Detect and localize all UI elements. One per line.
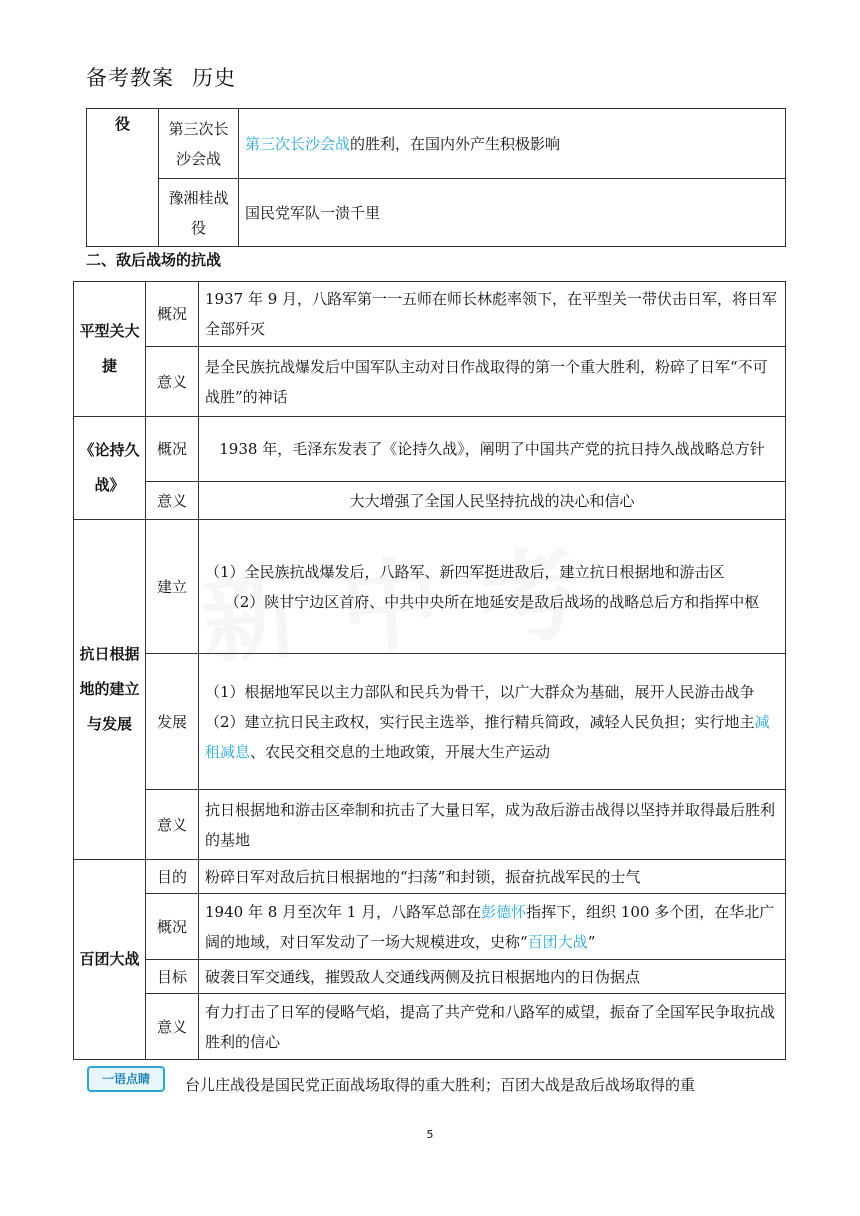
label-target: 目标 [146, 960, 199, 994]
row-label: 豫湘桂战役 [159, 179, 239, 247]
link-term[interactable]: 彭德怀 [481, 902, 527, 921]
label-meaning: 意义 [146, 482, 199, 520]
row-label: 第三次长沙会战 [159, 109, 239, 179]
label-overview: 概况 [146, 894, 199, 960]
label-develop: 发展 [146, 654, 199, 790]
cell-meaning: 有力打击了日军的侵略气焰，提高了共产党和八路军的威望，振奋了全国军民争取抗战胜利的信心 [199, 994, 786, 1060]
cell-meaning: 抗日根据地和游击区牵制和抗击了大量日军，成为敌后游击战得以坚持并取得最后胜利的基地 [199, 790, 786, 860]
cell-purpose: 粉碎日军对敌后抗日根据地的“扫荡”和封锁，振奋抗战军民的士气 [199, 860, 786, 894]
link-term[interactable]: 第三次长沙会战 [245, 134, 351, 153]
note-badge: 一语点睛 [87, 1066, 165, 1092]
table-continued [86, 108, 786, 247]
establish-item-2: （2）陕甘宁边区首府、中共中央所在地延安是敌后战场的战略总后方和指挥中枢 [224, 592, 760, 611]
row-content: 国民党军队一溃千里 [239, 179, 786, 247]
row-content: 第三次长沙会战的胜利，在国内外产生积极影响 [239, 109, 786, 179]
cell-overview: 1937 年 9 月，八路军第一一五师在师长林彪率领下，在平型关一带伏击日军，将日军全部歼灭 [199, 282, 786, 347]
category-baituan: 百团大战 [74, 860, 146, 1060]
cell-target: 破袭日军交通线，摧毁敌人交通线两侧及抗日根据地内的日伪据点 [199, 960, 786, 994]
link-term[interactable]: 减租减息 [205, 712, 770, 761]
section-title: 二、敌后战场的抗战 [86, 251, 222, 269]
category-lunchijiuzhan: 《论持久战》 [74, 417, 146, 520]
cell-overview: 1938 年，毛泽东发表了《论持久战》，阐明了中国共产党的抗日持久战战略总方针 [199, 417, 786, 482]
page-header [86, 62, 236, 92]
label-purpose: 目的 [146, 860, 199, 894]
cell-meaning: 是全民族抗战爆发后中国军队主动对日作战取得的第一个重大胜利，粉碎了日军“不可战胜”的神话 [199, 347, 786, 417]
cell-establish [199, 520, 786, 654]
label-overview: 概况 [146, 417, 199, 482]
category-base: 抗日根据地的建立与发展 [74, 520, 146, 860]
label-establish: 建立 [146, 520, 199, 654]
establish-item-1: （1）全民族抗战爆发后，八路军、新四军挺进敌后，建立抗日根据地和游击区 [205, 562, 725, 581]
link-term[interactable]: 百团大战 [527, 932, 588, 951]
develop-item-2: （2）建立抗日民主政权，实行民主选举，推行精兵简政，减轻人民负担；实行地主减租减息、农民交租交息的土地政策，开展大生产运动 [205, 712, 770, 761]
label-meaning: 意义 [146, 347, 199, 417]
category-pingxingguan: 平型关大捷 [74, 282, 146, 417]
label-meaning: 意义 [146, 790, 199, 860]
page-number: 5 [426, 1128, 434, 1141]
note-text: 台儿庄战役是国民党正面战场取得的重大胜利；百团大战是敌后战场取得的重 [185, 1076, 696, 1094]
cell-overview: 1940 年 8 月至次年 1 月，八路军总部在彭德怀指挥下，组织 100 多个团，在华北广阔的地域，对日军发动了一场大规模进攻，史称“百团大战” [199, 894, 786, 960]
label-overview: 概况 [146, 282, 199, 347]
develop-item-1: （1）根据地军民以主力部队和民兵为骨干，以广大群众为基础，展开人民游击战争 [205, 682, 755, 701]
header-right: 历史 [192, 66, 236, 90]
header-left: 备考教案 [86, 66, 174, 90]
category-cell: 役 [87, 109, 159, 247]
cell-develop [199, 654, 786, 790]
label-meaning: 意义 [146, 994, 199, 1060]
table-enemy-rear [73, 281, 786, 1060]
cell-meaning: 大大增强了全国人民坚持抗战的决心和信心 [199, 482, 786, 520]
